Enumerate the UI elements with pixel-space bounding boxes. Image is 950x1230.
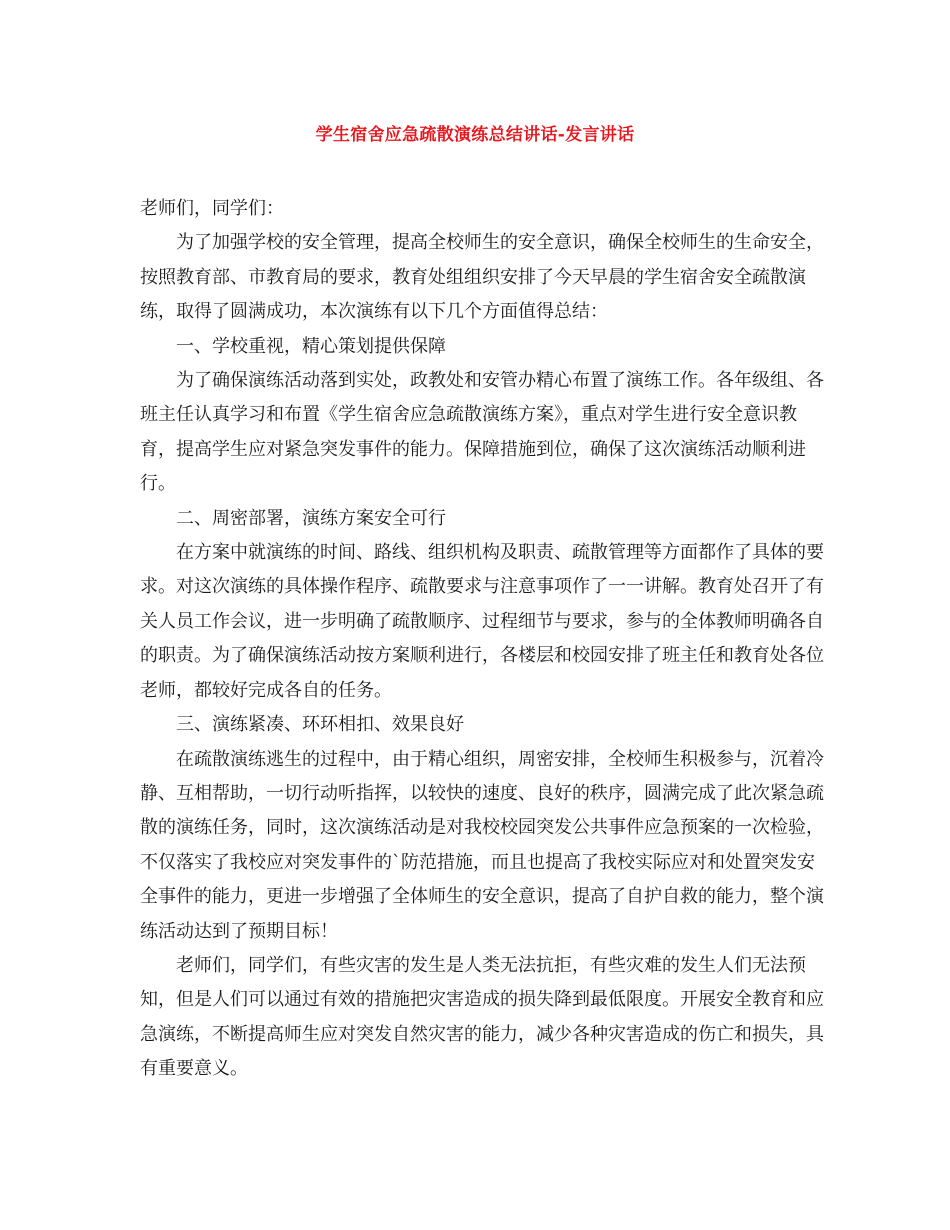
- section-heading-2: 二、周密部署，演练方案安全可行: [176, 507, 446, 529]
- section-heading-1: 一、学校重视，精心策划提供保障: [176, 335, 446, 357]
- section-heading-3: 三、演练紧凑、环环相扣、效果良好: [176, 714, 464, 736]
- document-body: [140, 192, 824, 1087]
- paragraph-section-3: 在疏散演练逃生的过程中，由于精心组织，周密安排，全校师生积极参与，沉着冷静、互相帮助，一切行动听指挥，以较快的速度、良好的秩序，圆满完成了此次紧急疏散的演练任务，同时，这次演练活动是对我校校园突发公共事件应急预案的一次检验，不仅落实了我校应对突发事件的`防范措施，而且也提高了我校实际应对和处置突发安全事件的能力，更进一步增强了全体师生的安全意识，提高了自护自救的能力，整个演练活动达到了预期目标！: [140, 748, 824, 942]
- document-title: 学生宿舍应急疏散演练总结讲话-发言讲话: [315, 125, 635, 145]
- paragraph-intro: 为了加强学校的安全管理，提高全校师生的安全意识，确保全校师生的生命安全，按照教育部、市教育局的要求，教育处组组织安排了今天早晨的学生宿舍安全疏散演练，取得了圆满成功，本次演练有以下几个方面值得总结：: [140, 232, 824, 323]
- paragraph-closing: 老师们，同学们，有些灾害的发生是人类无法抗拒，有些灾难的发生人们无法预知，但是人们可以通过有效的措施把灾害造成的损失降到最低限度。开展安全教育和应急演练，不断提高师生应对突发自然灾害的能力，减少各种灾害造成的伤亡和损失，具有重要意义。: [140, 954, 824, 1080]
- paragraph-section-2: 在方案中就演练的时间、路线、组织机构及职责、疏散管理等方面都作了具体的要求。对这次演练的具体操作程序、疏散要求与注意事项作了一一讲解。教育处召开了有关人员工作会议，进一步明确了疏散顺序、过程细节与要求，参与的全体教师明确各自的职责。为了确保演练活动按方案顺利进行，各楼层和校园安排了班主任和教育处各位老师，都较好完成各自的任务。: [140, 542, 824, 701]
- greeting: 老师们，同学们：: [140, 198, 284, 219]
- paragraph-section-1: 为了确保演练活动落到实处，政教处和安管办精心布置了演练工作。各年级组、各班主任认真学习和布置《学生宿舍应急疏散演练方案》，重点对学生进行安全意识教育，提高学生应对紧急突发事件的能力。保障措施到位，确保了这次演练活动顺利进行。: [140, 370, 824, 495]
